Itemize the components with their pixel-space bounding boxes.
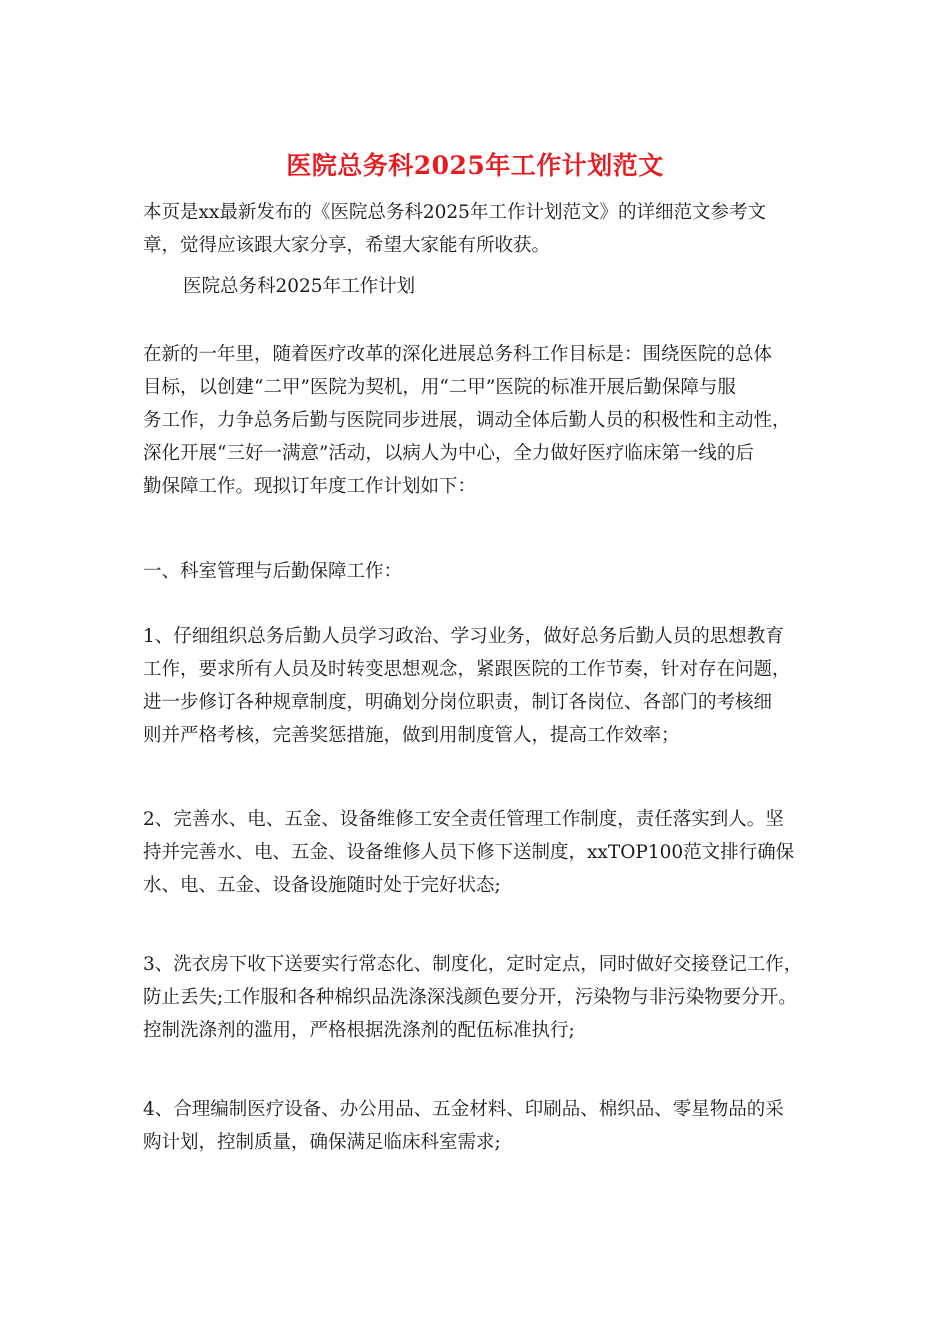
intro-line: 本页是xx最新发布的《医院总务科2025年工作计划范文》的详细范文参考文 (143, 202, 766, 223)
item2-line: 持并完善水、电、五金、设备维修人员下修下送制度，xxTOP100范文排行确保 (143, 842, 795, 863)
goal-line: 务工作，力争总务后勤与医院同步进展，调动全体后勤人员的积极性和主动性， (143, 410, 791, 431)
item3-line: 防止丢失;工作服和各种棉织品洗涤深浅颜色要分开，污染物与非污染物要分开。 (143, 987, 797, 1008)
list-item-4 (143, 1093, 823, 1159)
item1-line: 工作，要求所有人员及时转变思想观念，紧跟医院的工作节奏，针对存在问题， (143, 659, 791, 680)
section-heading-text: 一、科室管理与后勤保障工作： (143, 561, 403, 582)
item4-line: 4、合理编制医疗设备、办公用品、五金材料、印刷品、棉织品、零星物品的采 (143, 1099, 784, 1120)
item2-line: 水、电、五金、设备设施随时处于完好状态; (143, 875, 501, 896)
item3-line: 3、洗衣房下收下送要实行常态化、制度化，定时定点，同时做好交接登记工作， (143, 954, 803, 975)
item3-line: 控制洗涤剂的滥用，严格根据洗涤剂的配伍标准执行; (143, 1020, 575, 1041)
item1-line: 则并严格考核，完善奖惩措施，做到用制度管人，提高工作效率； (143, 725, 680, 746)
intro-line: 章，觉得应该跟大家分享，希望大家能有所收获。 (143, 235, 551, 256)
list-item-2 (143, 803, 823, 902)
intro-paragraph (143, 196, 823, 262)
goal-line: 在新的一年里，随着医疗改革的深化进展总务科工作目标是：围绕医院的总体 (143, 344, 773, 365)
goal-paragraph (143, 338, 823, 503)
item2-line: 2、完善水、电、五金、设备维修工安全责任管理工作制度，责任落实到人。坚 (143, 809, 784, 830)
item4-line: 购计划，控制质量，确保满足临床科室需求; (143, 1132, 501, 1153)
document-title: 医院总务科2025年工作计划范文 (286, 151, 664, 180)
section-heading (143, 555, 823, 588)
goal-line: 目标，以创建“二甲”医院为契机，用“二甲”医院的标准开展后勤保障与服 (143, 377, 736, 398)
goal-line: 深化开展“三好一满意”活动，以病人为中心，全力做好医疗临床第一线的后 (143, 443, 754, 464)
goal-line: 勤保障工作。现拟订年度工作计划如下： (143, 476, 477, 497)
list-item-3 (143, 948, 823, 1047)
document-subtitle: 医院总务科2025年工作计划 (183, 276, 416, 297)
list-item-1 (143, 620, 823, 752)
item1-line: 进一步修订各种规章制度，明确划分岗位职责，制订各岗位、各部门的考核细 (143, 692, 773, 713)
item1-line: 1、仔细组织总务后勤人员学习政治、学习业务，做好总务后勤人员的思想教育 (143, 626, 784, 647)
